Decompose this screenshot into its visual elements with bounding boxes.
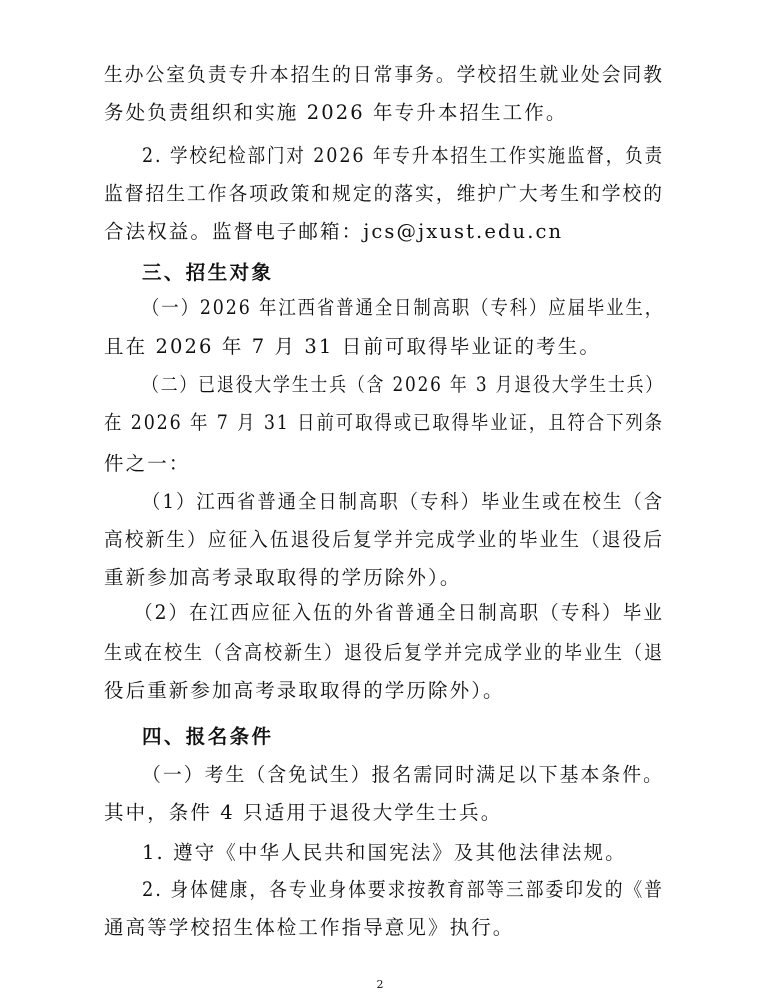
body-line: 且在 2026 年 7 月 31 日前可取得毕业证的考生。	[104, 335, 601, 358]
body-line: 件之一：	[104, 452, 191, 475]
section-heading: 三、招生对象	[142, 261, 274, 284]
body-line: 重新参加高考录取取得的学历除外）。	[104, 566, 462, 589]
body-line: 合法权益。监督电子邮箱：jcs@jxust.edu.cn	[104, 220, 564, 243]
page-number: 2	[376, 978, 384, 991]
body-line: （1）江西省普通全日制高职（专科）毕业生或在校生（含	[142, 490, 664, 513]
body-line: 1. 遵守《中华人民共和国宪法》及其他法律法规。	[142, 841, 627, 864]
body-line: 役后重新参加高考录取取得的学历除外）。	[104, 679, 505, 702]
body-line: 务处负责组织和实施 2026 年专升本招生工作。	[104, 101, 568, 124]
body-line: 监督招生工作各项政策和规定的落实，维护广大考生和学校的	[104, 182, 664, 205]
body-line: 2. 学校纪检部门对 2026 年专升本招生工作实施监督，负责	[142, 144, 664, 167]
body-line: （一）2026 年江西省普通全日制高职（专科）应届毕业生，	[142, 296, 664, 319]
body-line: 2. 身体健康，各专业身体要求按教育部等三部委印发的《普	[142, 878, 664, 901]
body-line: （2）在江西应征入伍的外省普通全日制高职（专科）毕业	[134, 601, 664, 624]
body-line: 生或在校生（含高校新生）退役后复学并完成学业的毕业生（退	[104, 641, 664, 664]
body-line: 高校新生）应征入伍退役后复学并完成学业的毕业生（退役后	[104, 528, 664, 551]
body-line: 生办公室负责专升本招生的日常事务。学校招生就业处会同教	[104, 63, 664, 86]
body-line: 在 2026 年 7 月 31 日前可取得或已取得毕业证，且符合下列条	[104, 411, 664, 434]
body-line: （一）考生（含免试生）报名需同时满足以下基本条件。	[142, 763, 664, 786]
body-line: 其中，条件 4 只适用于退役大学生士兵。	[104, 801, 503, 824]
body-line: 通高等学校招生体检工作指导意见》执行。	[104, 916, 515, 939]
section-heading: 四、报名条件	[142, 725, 274, 748]
body-line: （二）已退役大学生士兵（含 2026 年 3 月退役大学生士兵）	[142, 373, 664, 396]
